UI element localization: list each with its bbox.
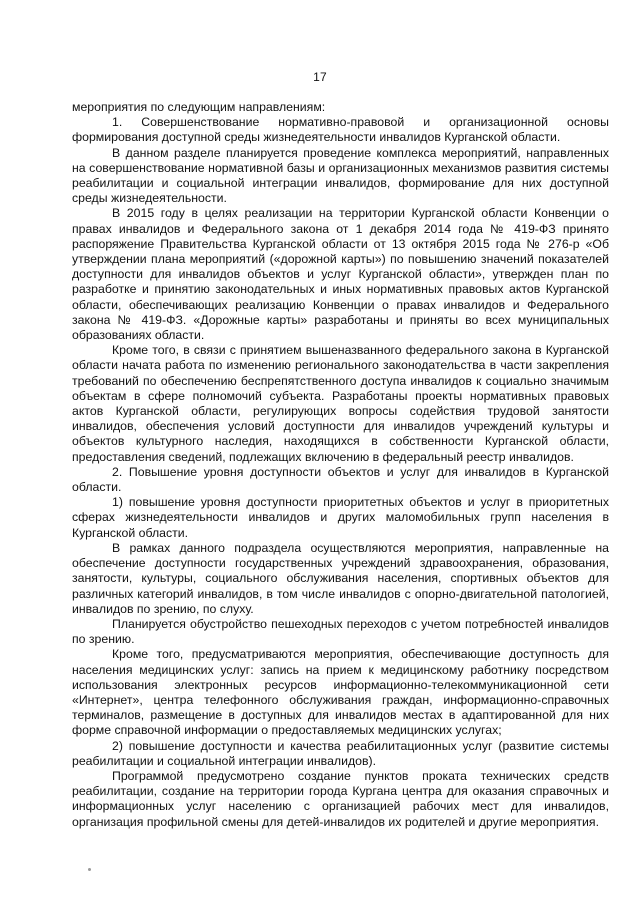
subsection-item-1: 1) повышение уровня доступности приоритетных объектов и услуг в приоритетных сферах жизнедеятельности инвалидов и других маломобильных групп населения в Курганской области. xyxy=(72,495,609,540)
paragraph-intro: мероприятия по следующим направлениям: xyxy=(72,100,326,114)
paragraph: В 2015 году в целях реализации на территории Курганской области Конвенции о правах инвалидов и Федерального закона от 1 декабря 2014 года № 419-ФЗ принято распоряжение Правительства Курганской области от 13 октября 2015 года № 276-р «Об утверждении плана мероприятий («дорожной карты») по повышению значений показателей доступности для инвалидов объектов и услуг Курганской области», утвержден план по разработке и принятию законодательных и иных нормативных правовых актов Курганской области, обеспечивающих реализацию Конвенции о правах инвалидов и Федерального закона № 419-ФЗ. «Дорожные карты» разработаны и приняты во всех муниципальных образованиях области. xyxy=(72,206,609,343)
paragraph: Кроме того, в связи с принятием вышеназванного федерального закона в Курганской области начата работа по изменению регионального законодательства в части закрепления требований по обеспечению беспрепятственного доступа инвалидов к социально значимым объектам в сфере полномочий субъекта. Разработаны проекты нормативных правовых актов Курганской области, регулирующих вопросы содействия трудовой занятости инвалидов, обеспечения условий доступности для инвалидов учреждений культуры и объектов культурного наследия, находящихся в собственности Курганской области, предоставления сведений, подлежащих включению в федеральный реестр инвалидов. xyxy=(72,343,609,464)
page-number: 17 xyxy=(313,70,327,84)
paragraph: Планируется обустройство пешеходных переходов с учетом потребностей инвалидов по зрению. xyxy=(72,616,609,647)
document-body xyxy=(72,100,609,830)
paragraph: В рамках данного подраздела осуществляются мероприятия, направленные на обеспечение доступности государственных учреждений здравоохранения, образования, занятости, культуры, социального обслуживания населения, спортивных объектов для различных категорий инвалидов, в том числе инвалидов с опорно-двигательной патологией, инвалидов по зрению, по слуху. xyxy=(72,540,609,616)
scan-speck xyxy=(88,868,91,871)
section-heading-2: 2. Повышение уровня доступности объектов и услуг для инвалидов в Курганской области. xyxy=(72,464,609,495)
paragraph: В данном разделе планируется проведение комплекса мероприятий, направленных на совершенствование нормативной базы и организационных механизмов развития системы реабилитации и социальной интеграции инвалидов, формирование для них доступной среды жизнедеятельности. xyxy=(72,145,609,206)
section-heading-1: 1. Совершенствование нормативно-правовой и организационной основы формирования доступной среды жизнедеятельности инвалидов Курганской области. xyxy=(72,115,609,145)
paragraph: Программой предусмотрено создание пунктов проката технических средств реабилитации, создание на территории города Кургана центра для оказания справочных и информационных услуг населению с организацией рабочих мест для инвалидов, организация профильной смены для детей-инвалидов их родителей и другие мероприятия. xyxy=(72,768,609,829)
subsection-item-2: 2) повышение доступности и качества реабилитационных услуг (развитие системы реабилитации и социальной интеграции инвалидов). xyxy=(72,738,609,768)
paragraph: Кроме того, предусматриваются мероприятия, обеспечивающие доступность для населения медицинских услуг: запись на прием к медицинскому работнику посредством использования электронных ресурсов информационно-телекоммуникационной сети «Интернет», центра телефонного обслуживания граждан, информационно-справочных терминалов, размещение в доступных для инвалидов местах в адаптированной для них форме справочной информации о предоставляемых медицинских услугах; xyxy=(72,647,609,738)
